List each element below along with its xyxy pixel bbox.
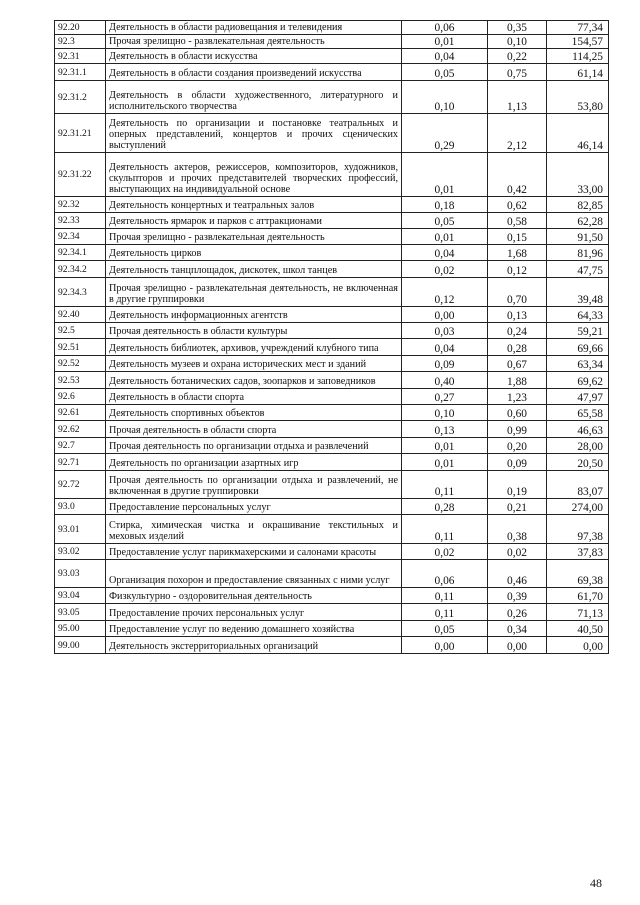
value-3-cell: 63,34 [547,356,609,372]
value-2-cell: 0,02 [488,544,547,560]
code-cell: 92.62 [55,421,106,438]
table-row [55,245,609,261]
code-cell: 92.31.2 [55,81,106,114]
value-2-cell: 0,12 [488,261,547,278]
value-3-cell: 91,50 [547,229,609,245]
value-2-cell: 1,23 [488,389,547,405]
value-1-cell: 0,06 [402,560,488,588]
description-cell: Деятельность в области искусства [106,49,402,64]
value-3-cell: 20,50 [547,454,609,471]
value-1-cell: 0,01 [402,454,488,471]
code-cell: 92.34.1 [55,245,106,261]
table-row [55,454,609,471]
table-row [55,499,609,515]
value-3-cell: 59,21 [547,323,609,339]
value-1-cell: 0,05 [402,621,488,637]
value-1-cell: 0,11 [402,588,488,604]
value-2-cell: 0,24 [488,323,547,339]
value-2-cell: 0,21 [488,499,547,515]
table-row [55,64,609,81]
table-row [55,438,609,454]
code-cell: 92.32 [55,197,106,213]
description-cell: Деятельность в области радиовещания и телевидения [106,21,402,35]
value-1-cell: 0,01 [402,438,488,454]
description-cell: Деятельность в области создания произведений искусства [106,64,402,81]
value-2-cell: 0,09 [488,454,547,471]
value-2-cell: 0,35 [488,21,547,35]
value-1-cell: 0,01 [402,35,488,49]
code-cell: 93.0 [55,499,106,515]
table-row [55,604,609,621]
code-cell: 92.52 [55,356,106,372]
description-cell: Деятельность по организации и постановке театральных и оперных представлений, концертов и прочих сценических выступлений [106,114,402,153]
description-cell: Предоставление услуг парикмахерскими и салонами красоты [106,544,402,560]
value-2-cell: 0,10 [488,35,547,49]
value-2-cell: 0,38 [488,515,547,544]
table-row [55,515,609,544]
value-1-cell: 0,10 [402,81,488,114]
value-2-cell: 0,70 [488,278,547,307]
statistics-table [54,20,609,654]
description-cell: Деятельность по организации азартных игр [106,454,402,471]
code-cell: 92.31 [55,49,106,64]
value-3-cell: 0,00 [547,637,609,654]
table-row [55,81,609,114]
value-2-cell: 2,12 [488,114,547,153]
table-row [55,621,609,637]
code-cell: 93.03 [55,560,106,588]
table-row [55,261,609,278]
value-2-cell: 1,88 [488,372,547,389]
description-cell: Стирка, химическая чистка и окрашивание текстильных и меховых изделий [106,515,402,544]
value-3-cell: 82,85 [547,197,609,213]
description-cell: Предоставление услуг по ведению домашнего хозяйства [106,621,402,637]
value-1-cell: 0,28 [402,499,488,515]
table-row [55,153,609,197]
value-1-cell: 0,18 [402,197,488,213]
code-cell: 92.40 [55,307,106,323]
description-cell: Деятельность актеров, режиссеров, композиторов, художников, скульпторов и прочих представителей творческих профессий, выступающих на индивидуальной основе [106,153,402,197]
code-cell: 99.00 [55,637,106,654]
table-row [55,323,609,339]
value-1-cell: 0,00 [402,307,488,323]
table-row [55,421,609,438]
value-2-cell: 0,22 [488,49,547,64]
value-1-cell: 0,05 [402,64,488,81]
value-2-cell: 0,34 [488,621,547,637]
value-1-cell: 0,01 [402,153,488,197]
table-row [55,229,609,245]
description-cell: Деятельность ботанических садов, зоопарков и заповедников [106,372,402,389]
value-1-cell: 0,03 [402,323,488,339]
value-3-cell: 46,63 [547,421,609,438]
value-3-cell: 69,62 [547,372,609,389]
description-cell: Прочая деятельность в области культуры [106,323,402,339]
description-cell: Деятельность в области художественного, литературного и исполнительского творчества [106,81,402,114]
value-2-cell: 0,75 [488,64,547,81]
value-2-cell: 0,20 [488,438,547,454]
value-1-cell: 0,11 [402,604,488,621]
value-2-cell: 0,67 [488,356,547,372]
table-row [55,356,609,372]
value-2-cell: 0,13 [488,307,547,323]
code-cell: 95.00 [55,621,106,637]
table-row [55,637,609,654]
description-cell: Физкультурно - оздоровительная деятельность [106,588,402,604]
code-cell: 92.33 [55,213,106,229]
table-row [55,21,609,35]
code-cell: 93.01 [55,515,106,544]
code-cell: 92.31.1 [55,64,106,81]
description-cell: Деятельность ярмарок и парков с аттракционами [106,213,402,229]
code-cell: 92.3 [55,35,106,49]
value-2-cell: 0,62 [488,197,547,213]
description-cell: Прочая зрелищно - развлекательная деятельность [106,229,402,245]
value-3-cell: 114,25 [547,49,609,64]
value-3-cell: 81,96 [547,245,609,261]
table-row [55,339,609,356]
code-cell: 92.6 [55,389,106,405]
value-3-cell: 154,57 [547,35,609,49]
value-3-cell: 69,38 [547,560,609,588]
description-cell: Предоставление персональных услуг [106,499,402,515]
value-2-cell: 0,39 [488,588,547,604]
value-3-cell: 61,14 [547,64,609,81]
value-1-cell: 0,02 [402,544,488,560]
table-row [55,405,609,421]
value-3-cell: 64,33 [547,307,609,323]
code-cell: 92.34.2 [55,261,106,278]
value-3-cell: 274,00 [547,499,609,515]
table-row [55,213,609,229]
value-2-cell: 0,28 [488,339,547,356]
page-number: 48 [590,876,602,890]
code-cell: 92.72 [55,471,106,499]
code-cell: 92.7 [55,438,106,454]
value-3-cell: 46,14 [547,114,609,153]
value-2-cell: 1,68 [488,245,547,261]
table-body [55,21,609,654]
table-row [55,35,609,49]
code-cell: 92.31.21 [55,114,106,153]
value-1-cell: 0,13 [402,421,488,438]
description-cell: Деятельность концертных и театральных залов [106,197,402,213]
code-cell: 92.71 [55,454,106,471]
value-3-cell: 53,80 [547,81,609,114]
value-3-cell: 40,50 [547,621,609,637]
table-row [55,471,609,499]
code-cell: 93.02 [55,544,106,560]
description-cell: Прочая зрелищно - развлекательная деятельность, не включенная в другие группировки [106,278,402,307]
value-1-cell: 0,27 [402,389,488,405]
table-row [55,372,609,389]
code-cell: 92.34 [55,229,106,245]
value-2-cell: 0,19 [488,471,547,499]
code-cell: 92.34.3 [55,278,106,307]
description-cell: Деятельность спортивных объектов [106,405,402,421]
code-cell: 92.61 [55,405,106,421]
value-1-cell: 0,02 [402,261,488,278]
description-cell: Деятельность информационных агентств [106,307,402,323]
value-1-cell: 0,29 [402,114,488,153]
table-row [55,588,609,604]
value-2-cell: 0,00 [488,637,547,654]
value-1-cell: 0,04 [402,49,488,64]
value-1-cell: 0,40 [402,372,488,389]
table-row [55,389,609,405]
description-cell: Деятельность экстерриториальных организаций [106,637,402,654]
description-cell: Организация похорон и предоставление связанных с ними услуг [106,560,402,588]
code-cell: 92.20 [55,21,106,35]
description-cell: Деятельность музеев и охрана исторических мест и зданий [106,356,402,372]
description-cell: Деятельность танцплощадок, дискотек, школ танцев [106,261,402,278]
value-3-cell: 62,28 [547,213,609,229]
value-2-cell: 0,58 [488,213,547,229]
value-3-cell: 28,00 [547,438,609,454]
value-3-cell: 33,00 [547,153,609,197]
value-1-cell: 0,06 [402,21,488,35]
value-1-cell: 0,12 [402,278,488,307]
value-2-cell: 0,42 [488,153,547,197]
description-cell: Предоставление прочих персональных услуг [106,604,402,621]
table-row [55,307,609,323]
code-cell: 93.05 [55,604,106,621]
code-cell: 92.31.22 [55,153,106,197]
code-cell: 92.53 [55,372,106,389]
description-cell: Прочая зрелищно - развлекательная деятельность [106,35,402,49]
description-cell: Прочая деятельность по организации отдыха и развлечений, не включенная в другие группировки [106,471,402,499]
value-2-cell: 0,60 [488,405,547,421]
value-1-cell: 0,11 [402,515,488,544]
table-row [55,49,609,64]
value-1-cell: 0,09 [402,356,488,372]
value-1-cell: 0,01 [402,229,488,245]
table-row [55,560,609,588]
value-3-cell: 65,58 [547,405,609,421]
value-1-cell: 0,10 [402,405,488,421]
value-3-cell: 47,97 [547,389,609,405]
description-cell: Деятельность библиотек, архивов, учреждений клубного типа [106,339,402,356]
value-1-cell: 0,04 [402,245,488,261]
description-cell: Прочая деятельность по организации отдыха и развлечений [106,438,402,454]
value-1-cell: 0,04 [402,339,488,356]
value-1-cell: 0,11 [402,471,488,499]
value-2-cell: 0,15 [488,229,547,245]
value-3-cell: 61,70 [547,588,609,604]
table-row [55,544,609,560]
value-2-cell: 0,46 [488,560,547,588]
description-cell: Прочая деятельность в области спорта [106,421,402,438]
value-3-cell: 71,13 [547,604,609,621]
value-2-cell: 0,26 [488,604,547,621]
value-3-cell: 39,48 [547,278,609,307]
code-cell: 92.5 [55,323,106,339]
value-1-cell: 0,00 [402,637,488,654]
value-1-cell: 0,05 [402,213,488,229]
value-3-cell: 37,83 [547,544,609,560]
code-cell: 92.51 [55,339,106,356]
table-row [55,197,609,213]
code-cell: 93.04 [55,588,106,604]
table-row [55,278,609,307]
value-2-cell: 1,13 [488,81,547,114]
table-row [55,114,609,153]
description-cell: Деятельность в области спорта [106,389,402,405]
value-3-cell: 69,66 [547,339,609,356]
value-3-cell: 47,75 [547,261,609,278]
description-cell: Деятельность цирков [106,245,402,261]
value-2-cell: 0,99 [488,421,547,438]
value-3-cell: 83,07 [547,471,609,499]
value-3-cell: 97,38 [547,515,609,544]
value-3-cell: 77,34 [547,21,609,35]
